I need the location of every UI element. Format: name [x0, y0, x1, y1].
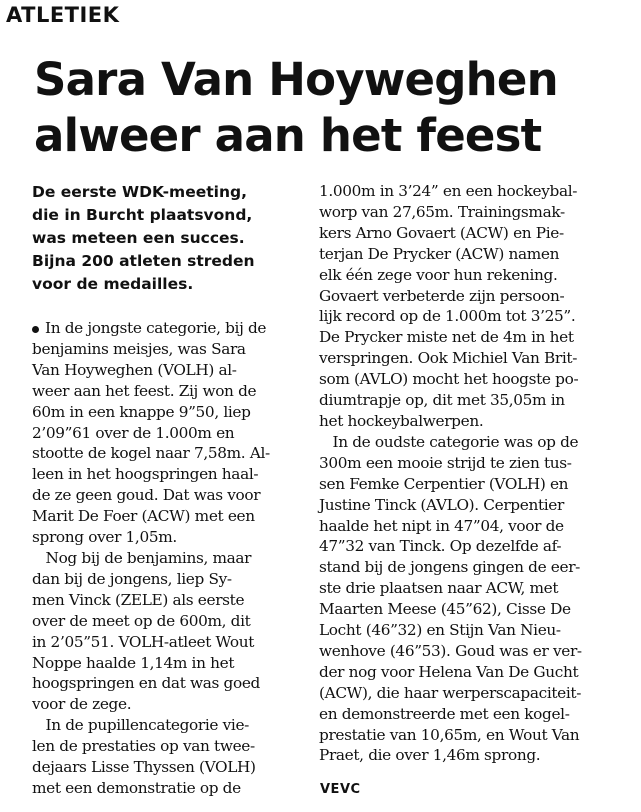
body-line: 47”32 van Tinck. Op dezelfde af- — [319, 537, 562, 556]
body-line: In de pupillencategorie vie- — [32, 716, 249, 735]
body-text-right — [319, 181, 619, 766]
body-line: worp van 27,65m. Trainingsmak- — [319, 202, 565, 221]
author-byline: VEVC — [320, 782, 361, 797]
body-line: ste drie plaatsen naar ACW, met — [319, 579, 559, 598]
body-line: in 2’05”51. VOLH-atleet Wout — [32, 632, 255, 651]
body-line: Marit De Foer (ACW) met een — [32, 507, 255, 526]
lead-line: die in Burcht plaatsvond, — [32, 206, 253, 224]
body-line: Van Hoyweghen (VOLH) al- — [32, 360, 237, 379]
body-line: leen in het hoogspringen haal- — [32, 465, 259, 484]
body-line: Praet, die over 1,46m sprong. — [319, 746, 541, 765]
body-line: som (AVLO) mocht het hoogste po- — [319, 370, 579, 389]
body-line: stootte de kogel naar 7,58m. Al- — [32, 444, 270, 463]
body-line: dan bij de jongens, liep Sy- — [32, 569, 232, 588]
body-line: over de meet op de 600m, dit — [32, 611, 251, 630]
body-line: In de oudste categorie was op de — [319, 432, 579, 451]
body-line: Noppe haalde 1,14m in het — [32, 653, 235, 672]
body-line: der nog voor Helena Van De Gucht — [319, 662, 579, 681]
body-line: terjan De Prycker (ACW) namen — [319, 244, 560, 263]
lead-line: voor de medailles. — [32, 275, 194, 293]
body-line: voor de zege. — [32, 695, 132, 714]
body-line: In de jongste categorie, bij de — [32, 318, 309, 339]
lead-line: Bijna 200 atleten streden — [32, 252, 255, 270]
body-line: dejaars Lisse Thyssen (VOLH) — [32, 758, 256, 777]
body-line: verspringen. Ook Michiel Van Brit- — [319, 349, 578, 368]
lead-line: was meteen een succes. — [32, 229, 245, 247]
body-line: wenhove (46”53). Goud was er ver- — [319, 641, 582, 660]
body-line: elk één zege voor hun rekening. — [319, 265, 558, 284]
headline-line: alweer aan het feest — [34, 109, 542, 162]
body-line: sprong over 1,05m. — [32, 528, 177, 547]
body-line: Maarten Meese (45”62), Cisse De — [319, 600, 571, 619]
body-line: Justine Tinck (AVLO). Cerpentier — [319, 495, 564, 514]
body-line: len de prestaties op van twee- — [32, 737, 255, 756]
body-line: kers Arno Govaert (ACW) en Pie- — [319, 223, 564, 242]
body-line: 2’09”61 over de 1.000m en — [32, 423, 235, 442]
body-line: Nog bij de benjamins, maar — [32, 548, 252, 567]
body-line: Locht (46”32) en Stijn Van Nieu- — [319, 621, 561, 640]
body-line: 300m een mooie strijd te zien tus- — [319, 453, 572, 472]
body-line: met een demonstratie op de — [32, 778, 241, 797]
body-line: benjamins meisjes, was Sara — [32, 339, 246, 358]
headline-line: Sara Van Hoyweghen — [34, 53, 558, 106]
bullet-icon — [32, 326, 39, 333]
lead-paragraph — [32, 181, 309, 296]
body-line: (ACW), die haar werperscapaciteit- — [319, 683, 582, 702]
headline — [34, 52, 634, 164]
body-text-left — [32, 318, 309, 799]
body-line: Govaert verbeterde zijn persoon- — [319, 286, 565, 305]
body-line: het hockeybalwerpen. — [319, 411, 484, 430]
body-line: diumtrapje op, dit met 35,05m in — [319, 391, 565, 410]
section-kicker: ATLETIEK — [6, 3, 120, 27]
column-left — [32, 181, 309, 799]
body-line: weer aan het feest. Zij won de — [32, 381, 257, 400]
body-line: hoogspringen en dat was goed — [32, 674, 260, 693]
body-line: sen Femke Cerpentier (VOLH) en — [319, 474, 569, 493]
body-line: men Vinck (ZELE) als eerste — [32, 590, 245, 609]
body-line: prestatie van 10,65m, en Wout Van — [319, 725, 580, 744]
body-line: 1.000m in 3’24” en een hockeybal- — [319, 182, 578, 200]
body-line: en demonstreerde met een kogel- — [319, 704, 570, 723]
column-right — [319, 181, 619, 766]
body-line: de ze geen goud. Dat was voor — [32, 486, 261, 505]
body-line: stand bij de jongens gingen de eer- — [319, 558, 580, 577]
body-line: lijk record op de 1.000m tot 3’25”. — [319, 307, 576, 326]
body-line: De Prycker miste net de 4m in het — [319, 328, 574, 347]
body-line: 60m in een knappe 9”50, liep — [32, 402, 251, 421]
lead-line: De eerste WDK-meeting, — [32, 183, 247, 201]
body-line: haalde het nipt in 47”04, voor de — [319, 516, 564, 535]
